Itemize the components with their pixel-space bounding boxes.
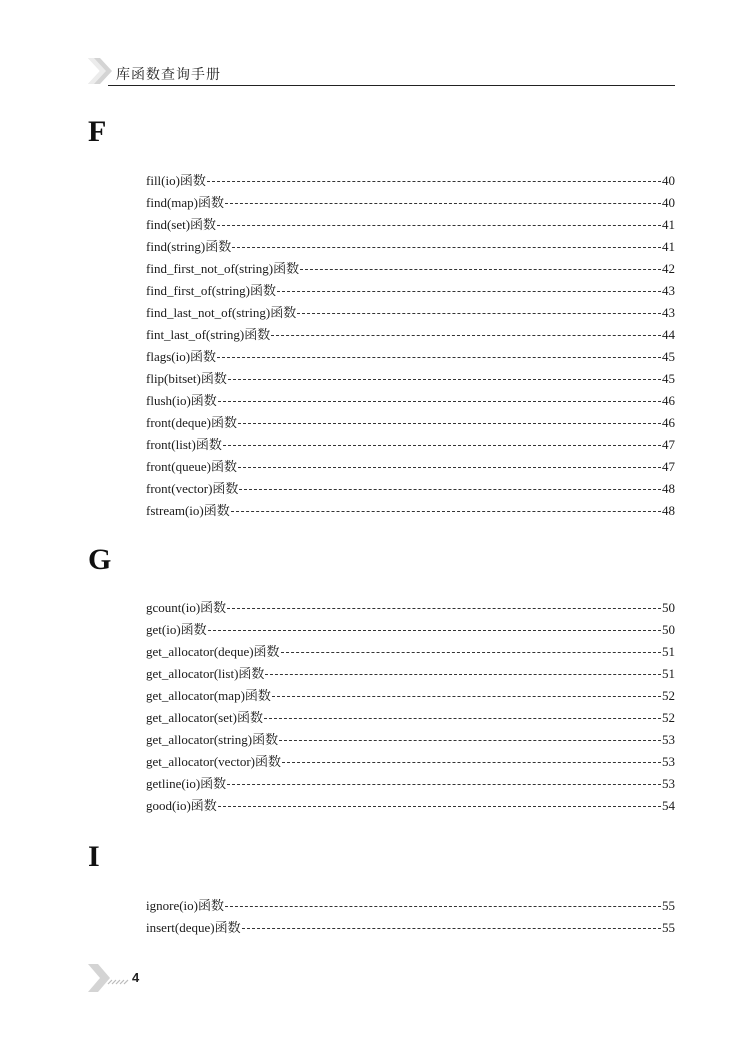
index-entry[interactable] — [146, 324, 675, 346]
entry-page: 55 — [662, 920, 675, 935]
index-entry[interactable] — [146, 346, 675, 368]
leader-dots — [272, 696, 661, 697]
leader-dots — [282, 762, 661, 763]
entry-page: 50 — [662, 600, 675, 615]
entry-page: 45 — [662, 371, 675, 386]
entry-page: 48 — [662, 481, 675, 496]
leader-dots — [265, 674, 661, 675]
entry-page: 43 — [662, 283, 675, 298]
entry-name: get(io)函数 — [146, 622, 207, 637]
leader-dots — [217, 225, 661, 226]
entry-page: 46 — [662, 393, 675, 408]
entry-page: 40 — [662, 195, 675, 210]
entry-page: 53 — [662, 754, 675, 769]
entry-name: ignore(io)函数 — [146, 898, 224, 913]
leader-dots — [279, 740, 661, 741]
entry-page: 40 — [662, 173, 675, 188]
entry-page: 47 — [662, 437, 675, 452]
entry-page: 47 — [662, 459, 675, 474]
entry-name: get_allocator(vector)函数 — [146, 754, 281, 769]
leader-dots — [264, 718, 661, 719]
index-entry[interactable] — [146, 368, 675, 390]
index-entry[interactable] — [146, 434, 675, 456]
leader-dots — [227, 608, 661, 609]
entry-name: find(map)函数 — [146, 195, 224, 210]
leader-dots — [225, 203, 661, 204]
entry-name: insert(deque)函数 — [146, 920, 241, 935]
leader-dots — [227, 784, 661, 785]
entry-page: 55 — [662, 898, 675, 913]
index-entry[interactable] — [146, 214, 675, 236]
entry-name: gcount(io)函数 — [146, 600, 227, 615]
entry-page: 48 — [662, 503, 675, 518]
entry-name: front(queue)函数 — [146, 459, 237, 474]
entry-name: flush(io)函数 — [146, 393, 217, 408]
entry-page: 41 — [662, 217, 675, 232]
entry-name: get_allocator(set)函数 — [146, 710, 263, 725]
entry-page: 52 — [662, 688, 675, 703]
entry-name: front(vector)函数 — [146, 481, 239, 496]
leader-dots — [277, 291, 661, 292]
entry-page: 45 — [662, 349, 675, 364]
section-letter-i: I — [88, 840, 100, 873]
leader-dots — [231, 511, 661, 512]
leader-dots — [300, 269, 661, 270]
leader-dots — [218, 401, 661, 402]
leader-dots — [239, 489, 661, 490]
leader-dots — [223, 445, 661, 446]
entry-name: get_allocator(list)函数 — [146, 666, 265, 681]
entry-name: find_first_of(string)函数 — [146, 283, 276, 298]
entry-name: front(list)函数 — [146, 437, 222, 452]
entry-page: 51 — [662, 666, 675, 681]
leader-dots — [225, 906, 661, 907]
page-footer — [86, 962, 166, 994]
entry-name: getline(io)函数 — [146, 776, 227, 791]
index-entry[interactable] — [146, 280, 675, 302]
index-entry[interactable] — [146, 500, 675, 522]
leader-dots — [242, 928, 661, 929]
index-list-g — [146, 597, 675, 817]
index-entry[interactable] — [146, 729, 675, 751]
entry-name: find(string)函数 — [146, 239, 232, 254]
leader-dots — [238, 423, 661, 424]
entry-name: find_first_not_of(string)函数 — [146, 261, 300, 276]
entry-name: get_allocator(deque)函数 — [146, 644, 280, 659]
index-entry[interactable] — [146, 641, 675, 663]
entry-page: 53 — [662, 732, 675, 747]
entry-name: good(io)函数 — [146, 798, 217, 813]
leader-dots — [208, 630, 661, 631]
leader-dots — [297, 313, 661, 314]
index-entry[interactable] — [146, 478, 675, 500]
entry-page: 51 — [662, 644, 675, 659]
leader-dots — [271, 335, 661, 336]
page-number: 4 — [132, 970, 140, 985]
index-entry[interactable] — [146, 456, 675, 478]
index-entry[interactable] — [146, 192, 675, 214]
entry-name: find(set)函数 — [146, 217, 217, 232]
index-entry[interactable] — [146, 170, 675, 192]
entry-page: 50 — [662, 622, 675, 637]
index-list-i — [146, 895, 675, 939]
entry-page: 44 — [662, 327, 675, 342]
leader-dots — [218, 806, 661, 807]
index-entry[interactable] — [146, 412, 675, 434]
index-entry[interactable] — [146, 236, 675, 258]
entry-page: 53 — [662, 776, 675, 791]
entry-page: 46 — [662, 415, 675, 430]
entry-name: fint_last_of(string)函数 — [146, 327, 271, 342]
entry-name: get_allocator(map)函数 — [146, 688, 271, 703]
chevron-footer-icon — [86, 962, 132, 994]
index-entry[interactable] — [146, 597, 675, 619]
entry-name: flags(io)函数 — [146, 349, 217, 364]
index-entry[interactable] — [146, 685, 675, 707]
index-entry[interactable] — [146, 917, 675, 939]
header-rule — [108, 85, 675, 86]
index-entry[interactable] — [146, 751, 675, 773]
index-entry[interactable] — [146, 773, 675, 795]
index-entry[interactable] — [146, 302, 675, 324]
entry-page: 52 — [662, 710, 675, 725]
chevron-logo-icon — [86, 56, 114, 86]
leader-dots — [217, 357, 661, 358]
entry-name: flip(bitset)函数 — [146, 371, 227, 386]
entry-name: fstream(io)函数 — [146, 503, 230, 518]
index-entry[interactable] — [146, 707, 675, 729]
leader-dots — [228, 379, 661, 380]
index-entry[interactable] — [146, 619, 675, 641]
index-list-f — [146, 170, 675, 522]
entry-page: 42 — [662, 261, 675, 276]
entry-name: fill(io)函数 — [146, 173, 206, 188]
section-letter-f: F — [88, 115, 107, 148]
index-entry[interactable] — [146, 390, 675, 412]
index-entry[interactable] — [146, 895, 675, 917]
entry-page: 43 — [662, 305, 675, 320]
index-entry[interactable] — [146, 663, 675, 685]
entry-name: find_last_not_of(string)函数 — [146, 305, 297, 320]
header-title: 库函数查询手册 — [116, 67, 221, 83]
leader-dots — [281, 652, 661, 653]
index-entry[interactable] — [146, 258, 675, 280]
leader-dots — [238, 467, 661, 468]
entry-page: 54 — [662, 798, 675, 813]
leader-dots — [207, 181, 661, 182]
entry-page: 41 — [662, 239, 675, 254]
leader-dots — [232, 247, 661, 248]
section-letter-g: G — [88, 543, 112, 576]
entry-name: get_allocator(string)函数 — [146, 732, 279, 747]
index-entry[interactable] — [146, 795, 675, 817]
entry-name: front(deque)函数 — [146, 415, 237, 430]
page-header — [86, 56, 675, 86]
